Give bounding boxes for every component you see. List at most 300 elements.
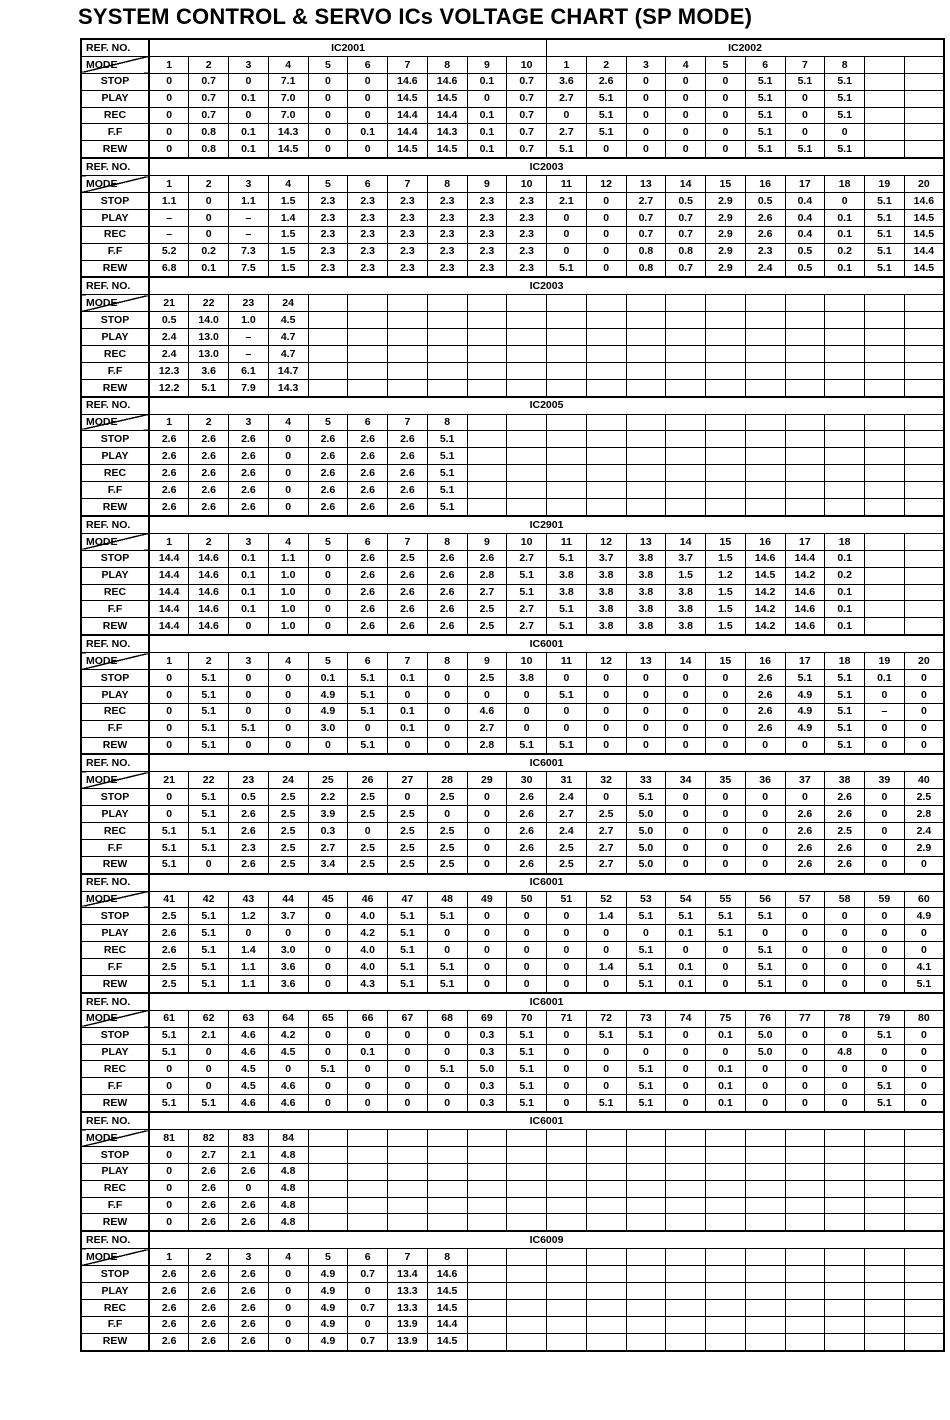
mode-name: REC [81, 465, 149, 482]
voltage-cell: 3.8 [586, 601, 626, 618]
voltage-cell [904, 90, 944, 107]
voltage-cell: 0 [149, 1078, 189, 1095]
voltage-cell: 0.7 [507, 90, 547, 107]
voltage-cell [825, 465, 865, 482]
voltage-cell: 0.7 [626, 209, 666, 226]
voltage-row [81, 260, 944, 277]
voltage-cell [308, 1146, 348, 1163]
pin-number: 75 [706, 1010, 746, 1027]
voltage-cell: 4.9 [308, 1333, 348, 1350]
pin-number: 11 [547, 653, 587, 670]
voltage-cell: 5.1 [547, 686, 587, 703]
pin-number: 10 [507, 653, 547, 670]
voltage-cell: 5.1 [626, 942, 666, 959]
pin-number-row [81, 1010, 944, 1027]
voltage-cell: 14.6 [904, 193, 944, 210]
voltage-cell [467, 312, 507, 329]
voltage-cell: 2.7 [626, 193, 666, 210]
ref-no-label: REF. NO. [81, 277, 149, 294]
pin-number [427, 295, 467, 312]
voltage-cell [666, 1214, 706, 1231]
voltage-cell [507, 482, 547, 499]
voltage-cell [904, 1333, 944, 1350]
mode-name: REC [81, 107, 149, 124]
pin-number: 38 [825, 772, 865, 789]
mode-name: REW [81, 737, 149, 754]
voltage-cell: 2.6 [427, 567, 467, 584]
ref-no-row [81, 874, 944, 891]
voltage-cell: 3.8 [666, 601, 706, 618]
voltage-cell [427, 1180, 467, 1197]
mode-name: REW [81, 975, 149, 992]
pin-number: 2 [189, 176, 229, 193]
voltage-cell [666, 346, 706, 363]
voltage-cell: 4.5 [268, 1044, 308, 1061]
voltage-cell: 0 [785, 789, 825, 806]
voltage-cell [706, 482, 746, 499]
pin-number-row [81, 176, 944, 193]
pin-number: 7 [388, 533, 428, 550]
voltage-cell: 0 [706, 959, 746, 976]
mode-name: F.F [81, 1316, 149, 1333]
voltage-cell: 0 [666, 1095, 706, 1112]
voltage-chart-body [81, 39, 944, 1351]
ic-ref-label: IC2002 [547, 39, 945, 56]
voltage-cell: 3.0 [308, 720, 348, 737]
voltage-cell: 0 [308, 584, 348, 601]
mode-name: REC [81, 703, 149, 720]
voltage-cell [388, 1163, 428, 1180]
pin-number: 21 [149, 295, 189, 312]
voltage-cell: – [229, 226, 269, 243]
voltage-row [81, 90, 944, 107]
voltage-cell: 0.1 [388, 669, 428, 686]
voltage-cell [785, 1163, 825, 1180]
pin-number-row [81, 653, 944, 670]
voltage-cell: 0 [745, 737, 785, 754]
voltage-cell: 5.0 [467, 1061, 507, 1078]
voltage-cell [825, 1316, 865, 1333]
voltage-cell [825, 448, 865, 465]
ref-no-row [81, 39, 944, 56]
voltage-cell [348, 1146, 388, 1163]
voltage-cell: 0 [308, 975, 348, 992]
voltage-cell: 0 [467, 975, 507, 992]
voltage-cell: 2.3 [467, 209, 507, 226]
voltage-cell: 2.3 [388, 226, 428, 243]
voltage-cell: 5.1 [348, 669, 388, 686]
voltage-cell [308, 1163, 348, 1180]
voltage-cell: 0 [785, 925, 825, 942]
voltage-cell [467, 379, 507, 396]
voltage-cell [547, 1283, 587, 1300]
voltage-cell [666, 1163, 706, 1180]
voltage-cell [348, 362, 388, 379]
voltage-cell: 0 [586, 720, 626, 737]
voltage-cell: 5.1 [825, 720, 865, 737]
voltage-cell: – [229, 346, 269, 363]
voltage-cell: 5.1 [427, 448, 467, 465]
voltage-cell: 2.3 [427, 209, 467, 226]
pin-number [865, 1249, 905, 1266]
voltage-cell: 0 [348, 1078, 388, 1095]
voltage-cell [467, 1180, 507, 1197]
voltage-cell: 0 [865, 925, 905, 942]
voltage-cell: 0 [904, 1027, 944, 1044]
voltage-cell: 0 [666, 720, 706, 737]
pin-number [904, 1249, 944, 1266]
voltage-cell: 3.8 [547, 567, 587, 584]
pin-number: 1 [149, 533, 189, 550]
voltage-cell: 5.1 [507, 1095, 547, 1112]
voltage-cell: 14.6 [189, 567, 229, 584]
voltage-cell: 0 [547, 975, 587, 992]
voltage-cell: 3.8 [547, 584, 587, 601]
voltage-cell: 5.1 [149, 822, 189, 839]
voltage-cell [308, 379, 348, 396]
pin-number [706, 1249, 746, 1266]
voltage-cell: 0.1 [706, 1061, 746, 1078]
pin-number: 18 [825, 653, 865, 670]
voltage-cell: 2.3 [348, 260, 388, 277]
voltage-cell [388, 329, 428, 346]
voltage-cell: 5.1 [626, 1027, 666, 1044]
voltage-cell [904, 550, 944, 567]
pin-number: 1 [149, 1249, 189, 1266]
voltage-cell: 0 [586, 226, 626, 243]
voltage-cell: 1.5 [268, 193, 308, 210]
pin-number-row [81, 1249, 944, 1266]
voltage-cell: 0 [467, 839, 507, 856]
voltage-row [81, 465, 944, 482]
voltage-cell [308, 312, 348, 329]
pin-number: 23 [229, 772, 269, 789]
voltage-cell [507, 448, 547, 465]
voltage-cell [586, 1146, 626, 1163]
voltage-cell: 14.5 [904, 260, 944, 277]
voltage-cell: 2.5 [348, 789, 388, 806]
voltage-cell: 0 [189, 193, 229, 210]
voltage-cell: 0 [825, 193, 865, 210]
mode-name: REW [81, 260, 149, 277]
pin-number [706, 414, 746, 431]
voltage-cell: 1.5 [706, 550, 746, 567]
voltage-cell [507, 312, 547, 329]
mode-label: MODE [81, 1249, 149, 1266]
voltage-cell: 5.1 [745, 942, 785, 959]
voltage-cell: 0 [268, 1061, 308, 1078]
voltage-cell: 2.7 [547, 806, 587, 823]
voltage-cell [666, 1266, 706, 1283]
voltage-cell: 0 [785, 90, 825, 107]
voltage-cell: 2.6 [348, 482, 388, 499]
voltage-row [81, 942, 944, 959]
voltage-cell: 2.7 [467, 720, 507, 737]
pin-number: 16 [745, 653, 785, 670]
voltage-row [81, 806, 944, 823]
pin-number [507, 295, 547, 312]
voltage-cell: 0 [865, 839, 905, 856]
pin-number [666, 1249, 706, 1266]
voltage-cell: 5.1 [308, 1061, 348, 1078]
voltage-cell [825, 1283, 865, 1300]
voltage-cell: 2.7 [586, 822, 626, 839]
voltage-cell: 0 [149, 1163, 189, 1180]
voltage-cell [507, 1283, 547, 1300]
voltage-cell: 14.4 [149, 567, 189, 584]
voltage-cell: 5.1 [507, 1061, 547, 1078]
pin-number [706, 295, 746, 312]
mode-label: MODE [81, 1010, 149, 1027]
voltage-cell: 2.5 [149, 908, 189, 925]
pin-number [904, 1130, 944, 1147]
ic-ref-label: IC2003 [149, 277, 944, 294]
voltage-cell: 4.5 [229, 1078, 269, 1095]
pin-number: 1 [149, 56, 189, 73]
voltage-cell: 5.1 [865, 209, 905, 226]
pin-number: 1 [149, 653, 189, 670]
voltage-cell: 4.8 [268, 1146, 308, 1163]
voltage-cell: 2.7 [547, 90, 587, 107]
voltage-cell [904, 601, 944, 618]
voltage-cell: 4.6 [268, 1095, 308, 1112]
voltage-row [81, 550, 944, 567]
voltage-cell: – [149, 226, 189, 243]
ic-ref-label: IC2003 [149, 158, 944, 175]
voltage-cell: 0 [467, 806, 507, 823]
voltage-cell: 1.2 [229, 908, 269, 925]
voltage-cell: 2.6 [308, 482, 348, 499]
pin-number [388, 295, 428, 312]
voltage-cell [308, 329, 348, 346]
pin-number: 4 [268, 56, 308, 73]
voltage-cell: 0.1 [666, 975, 706, 992]
pin-number: 65 [308, 1010, 348, 1027]
voltage-cell [586, 1316, 626, 1333]
voltage-cell: 0 [785, 1061, 825, 1078]
voltage-cell: 0 [507, 720, 547, 737]
voltage-cell: 2.6 [189, 1316, 229, 1333]
voltage-cell: 2.6 [189, 431, 229, 448]
voltage-cell: 0 [308, 141, 348, 158]
voltage-cell: 14.4 [149, 550, 189, 567]
voltage-cell: 0.1 [229, 584, 269, 601]
ic-ref-label: IC2005 [149, 397, 944, 414]
voltage-cell [586, 1197, 626, 1214]
voltage-cell: 0 [666, 686, 706, 703]
pin-number: 48 [427, 891, 467, 908]
pin-number [586, 1130, 626, 1147]
voltage-cell [745, 379, 785, 396]
voltage-cell: 0 [586, 789, 626, 806]
voltage-cell: 3.7 [586, 550, 626, 567]
voltage-cell: 0 [586, 942, 626, 959]
voltage-cell [904, 141, 944, 158]
voltage-cell: 13.9 [388, 1316, 428, 1333]
voltage-cell: 14.4 [388, 107, 428, 124]
pin-number: 4 [268, 533, 308, 550]
pin-number [666, 1130, 706, 1147]
voltage-cell: 0 [348, 1316, 388, 1333]
voltage-cell: 0 [427, 806, 467, 823]
pin-number: 40 [904, 772, 944, 789]
pin-number: 77 [785, 1010, 825, 1027]
voltage-cell: 5.1 [189, 839, 229, 856]
voltage-cell [745, 1197, 785, 1214]
voltage-cell [547, 346, 587, 363]
voltage-row [81, 789, 944, 806]
voltage-cell: 2.3 [427, 243, 467, 260]
mode-name: PLAY [81, 1044, 149, 1061]
pin-number: 3 [229, 1249, 269, 1266]
voltage-cell: 0 [666, 789, 706, 806]
voltage-cell [825, 1299, 865, 1316]
voltage-cell: 2.7 [586, 839, 626, 856]
voltage-cell: 14.5 [427, 90, 467, 107]
voltage-cell [706, 448, 746, 465]
pin-number: 3 [229, 56, 269, 73]
voltage-cell [825, 1197, 865, 1214]
voltage-cell: 2.3 [467, 260, 507, 277]
mode-name: REW [81, 1333, 149, 1350]
mode-name: STOP [81, 431, 149, 448]
voltage-cell [348, 346, 388, 363]
voltage-cell: 13.3 [388, 1283, 428, 1300]
voltage-cell [706, 499, 746, 516]
voltage-cell: 2.9 [706, 260, 746, 277]
voltage-cell: 2.3 [507, 260, 547, 277]
voltage-cell [904, 329, 944, 346]
ic-ref-label: IC6001 [149, 754, 944, 771]
ref-no-label: REF. NO. [81, 635, 149, 652]
voltage-cell: 2.7 [507, 618, 547, 635]
voltage-cell: 0 [308, 107, 348, 124]
voltage-cell: 0.1 [229, 550, 269, 567]
pin-number: 1 [149, 176, 189, 193]
ref-no-row [81, 1112, 944, 1129]
voltage-cell: 2.6 [229, 1197, 269, 1214]
voltage-cell: 0 [706, 686, 746, 703]
voltage-cell [388, 1180, 428, 1197]
voltage-cell: 3.8 [507, 669, 547, 686]
voltage-cell: 0 [427, 703, 467, 720]
voltage-cell [626, 1299, 666, 1316]
pin-number: 19 [865, 653, 905, 670]
mode-label: MODE [81, 772, 149, 789]
pin-number [586, 1249, 626, 1266]
pin-number: 18 [825, 533, 865, 550]
ic-ref-label: IC2901 [149, 516, 944, 533]
voltage-cell: 1.0 [268, 601, 308, 618]
voltage-cell [666, 1316, 706, 1333]
voltage-cell: 0.1 [706, 1095, 746, 1112]
ref-no-row [81, 158, 944, 175]
pin-number [865, 1130, 905, 1147]
voltage-row [81, 1266, 944, 1283]
voltage-cell: 4.8 [268, 1214, 308, 1231]
pin-number [865, 56, 905, 73]
voltage-cell: 2.6 [149, 499, 189, 516]
voltage-cell: 2.3 [427, 260, 467, 277]
voltage-cell: 0 [865, 942, 905, 959]
pin-number: 45 [308, 891, 348, 908]
voltage-cell: 14.5 [745, 567, 785, 584]
voltage-cell: 2.1 [229, 1146, 269, 1163]
voltage-cell: 0 [547, 942, 587, 959]
pin-number [865, 414, 905, 431]
voltage-cell: 2.6 [149, 448, 189, 465]
voltage-cell: 0 [825, 124, 865, 141]
voltage-cell: 5.1 [507, 567, 547, 584]
voltage-cell: 2.6 [388, 618, 428, 635]
voltage-cell [547, 1146, 587, 1163]
voltage-cell [865, 1197, 905, 1214]
voltage-row [81, 141, 944, 158]
pin-number: 8 [427, 1249, 467, 1266]
voltage-cell: 0 [586, 141, 626, 158]
voltage-cell: 0 [308, 1044, 348, 1061]
voltage-cell: 1.5 [268, 243, 308, 260]
voltage-cell [547, 1316, 587, 1333]
voltage-cell: 0 [149, 107, 189, 124]
pin-number: 4 [268, 176, 308, 193]
voltage-cell [785, 1299, 825, 1316]
voltage-cell: 0 [507, 975, 547, 992]
voltage-cell: 5.1 [388, 975, 428, 992]
pin-number: 1 [547, 56, 587, 73]
mode-label: MODE [81, 414, 149, 431]
voltage-cell: 2.6 [189, 465, 229, 482]
voltage-cell: 2.6 [825, 789, 865, 806]
ref-no-label: REF. NO. [81, 754, 149, 771]
voltage-cell: 0 [308, 1027, 348, 1044]
voltage-cell: 2.5 [268, 839, 308, 856]
voltage-cell [745, 465, 785, 482]
voltage-row [81, 822, 944, 839]
voltage-cell: 2.6 [785, 806, 825, 823]
voltage-cell: 5.1 [785, 141, 825, 158]
pin-number [467, 295, 507, 312]
voltage-cell [586, 1214, 626, 1231]
voltage-cell: 0 [268, 1266, 308, 1283]
voltage-cell: 0 [706, 669, 746, 686]
voltage-cell [666, 448, 706, 465]
voltage-row [81, 1316, 944, 1333]
voltage-cell: 2.6 [229, 499, 269, 516]
voltage-cell [865, 431, 905, 448]
voltage-cell [865, 584, 905, 601]
voltage-cell: 3.8 [626, 601, 666, 618]
voltage-cell: 2.5 [348, 806, 388, 823]
voltage-cell [507, 1333, 547, 1350]
voltage-cell: 14.5 [427, 1333, 467, 1350]
voltage-cell [706, 379, 746, 396]
voltage-cell: 0.1 [467, 107, 507, 124]
voltage-cell: 0 [706, 975, 746, 992]
pin-number [388, 1130, 428, 1147]
voltage-cell: 2.5 [427, 856, 467, 873]
voltage-cell: 5.1 [865, 193, 905, 210]
voltage-cell: 0 [229, 1180, 269, 1197]
pin-number: 14 [666, 653, 706, 670]
voltage-cell [348, 329, 388, 346]
voltage-cell [904, 346, 944, 363]
pin-number [785, 1249, 825, 1266]
voltage-cell: 2.5 [348, 839, 388, 856]
voltage-cell [467, 431, 507, 448]
voltage-cell: 2.6 [586, 73, 626, 90]
mode-name: PLAY [81, 90, 149, 107]
